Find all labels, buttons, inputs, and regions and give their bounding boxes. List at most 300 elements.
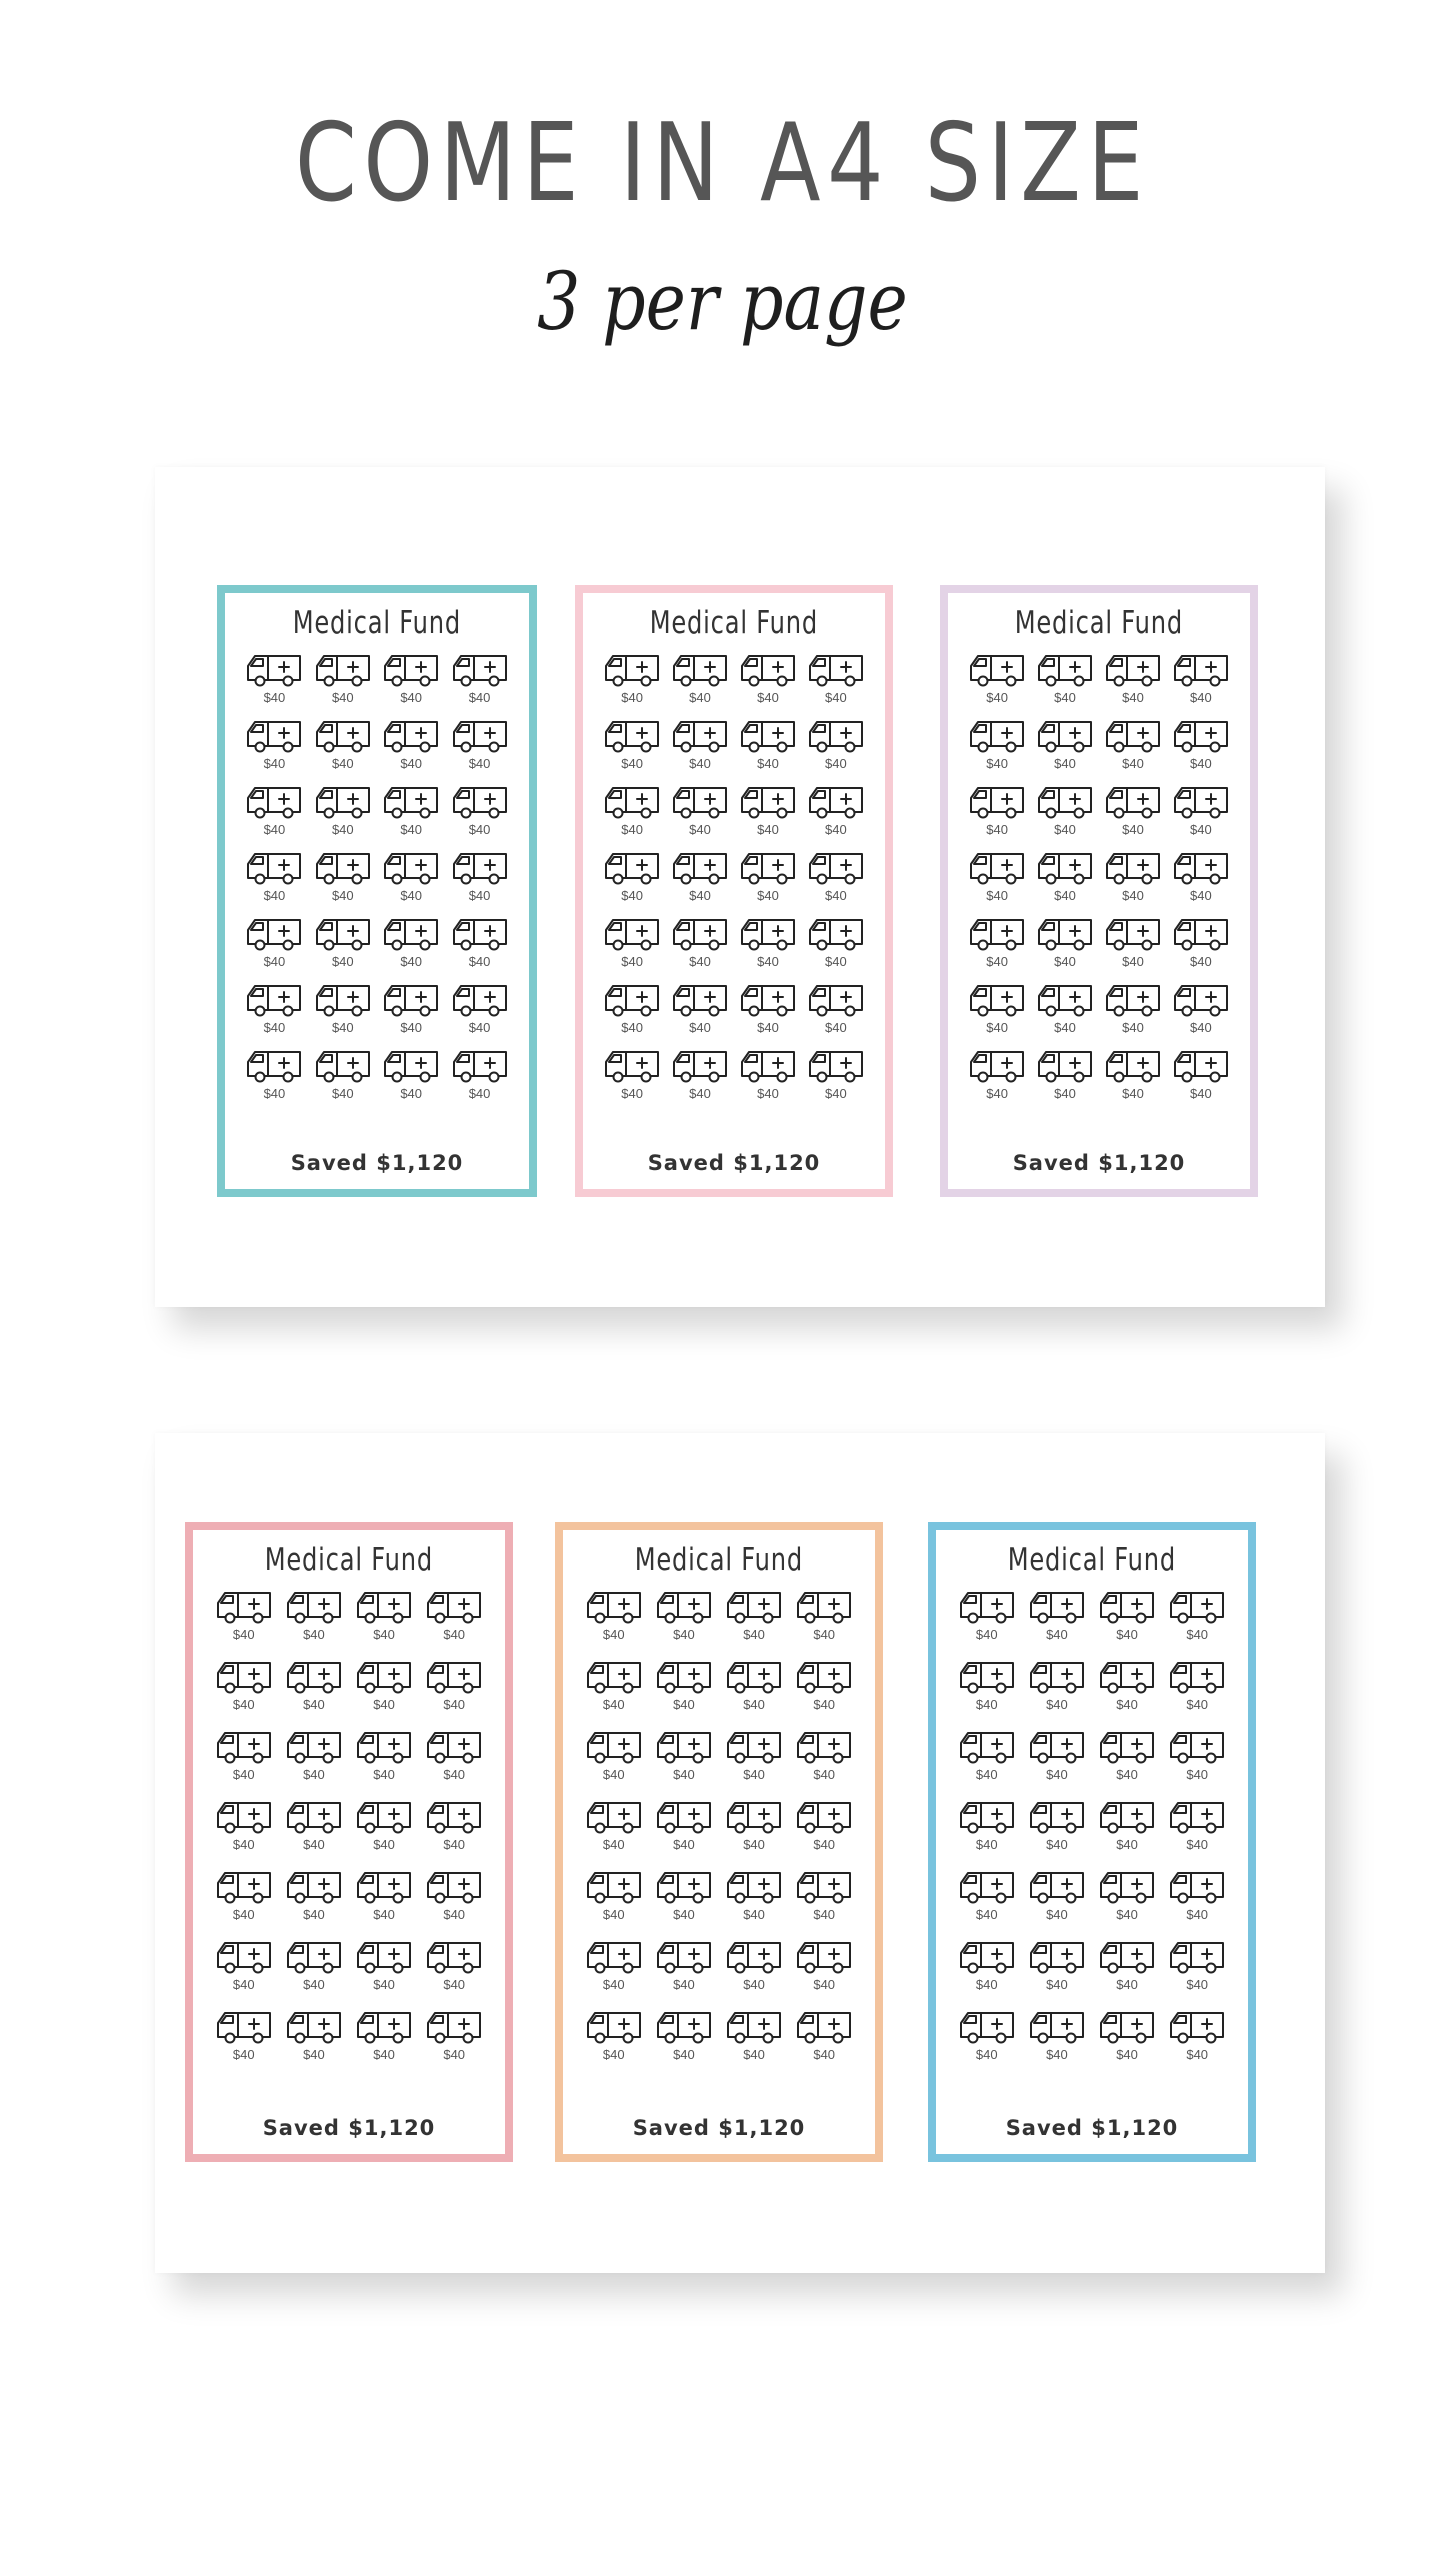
savings-slot[interactable] — [422, 1657, 486, 1727]
slot-amount: $40 — [331, 954, 354, 970]
slot-amount: $40 — [621, 954, 643, 970]
savings-slot[interactable] — [669, 914, 731, 980]
savings-slot[interactable] — [955, 1797, 1019, 1867]
savings-slot[interactable] — [1095, 1797, 1159, 1867]
savings-slot[interactable] — [737, 980, 799, 1046]
slot-amount: $40 — [975, 1697, 998, 1713]
savings-slot[interactable] — [669, 716, 731, 782]
slot-amount: $40 — [331, 756, 354, 772]
savings-slot[interactable] — [955, 1937, 1019, 2007]
savings-slot[interactable] — [582, 1867, 646, 1937]
savings-slot[interactable] — [282, 1937, 346, 2007]
slot-amount: $40 — [673, 1977, 695, 1993]
savings-slot[interactable] — [212, 1867, 276, 1937]
savings-slot[interactable] — [722, 1727, 786, 1797]
slot-amount: $40 — [813, 1697, 836, 1713]
slot-amount: $40 — [232, 1907, 255, 1923]
savings-slot[interactable] — [282, 1657, 346, 1727]
savings-slot[interactable] — [955, 1587, 1019, 1657]
saved-total: Saved $1,120 — [1005, 2116, 1179, 2140]
ambulance-icon — [1036, 980, 1094, 1018]
savings-slot[interactable] — [966, 650, 1028, 716]
savings-slot[interactable] — [243, 650, 305, 716]
savings-slot[interactable] — [352, 1867, 416, 1937]
savings-slot[interactable] — [1102, 716, 1164, 782]
savings-slot[interactable] — [448, 716, 510, 782]
savings-slot[interactable] — [1034, 650, 1096, 716]
savings-slot[interactable] — [792, 1587, 856, 1657]
ambulance-icon — [795, 1937, 853, 1975]
savings-slot[interactable] — [352, 1797, 416, 1867]
savings-slot[interactable] — [792, 1867, 856, 1937]
savings-slot[interactable] — [448, 914, 510, 980]
savings-slot[interactable] — [312, 848, 374, 914]
savings-slot[interactable] — [1095, 1867, 1159, 1937]
slot-amount: $40 — [263, 1086, 286, 1102]
savings-slot[interactable] — [722, 2007, 786, 2077]
ambulance-icon — [807, 716, 865, 754]
slot-amount: $40 — [621, 1020, 643, 1036]
ambulance-icon — [1104, 980, 1162, 1018]
savings-slot[interactable] — [352, 1587, 416, 1657]
ambulance-icon — [958, 1867, 1016, 1905]
savings-slot[interactable] — [212, 1937, 276, 2007]
savings-slot[interactable] — [212, 1797, 276, 1867]
ambulance-icon — [314, 980, 372, 1018]
slot-amount: $40 — [263, 954, 286, 970]
savings-slot[interactable] — [243, 980, 305, 1046]
savings-slot[interactable] — [380, 716, 442, 782]
savings-slot[interactable] — [1025, 1937, 1089, 2007]
savings-slot[interactable] — [737, 716, 799, 782]
ambulance-icon — [1172, 848, 1230, 886]
savings-slot[interactable] — [955, 1657, 1019, 1727]
slot-amount: $40 — [757, 1020, 779, 1036]
savings-slot[interactable] — [352, 1657, 416, 1727]
slot-amount: $40 — [232, 1837, 255, 1853]
savings-slot[interactable] — [582, 1657, 646, 1727]
slot-amount: $40 — [1054, 756, 1076, 772]
slot-amount: $40 — [757, 690, 779, 706]
slot-amount: $40 — [468, 888, 491, 904]
ambulance-icon — [795, 1867, 853, 1905]
savings-slot[interactable] — [792, 1797, 856, 1867]
ambulance-icon — [807, 782, 865, 820]
savings-slot[interactable] — [1170, 782, 1232, 848]
ambulance-icon — [958, 1727, 1016, 1765]
savings-slot[interactable] — [380, 782, 442, 848]
slot-amount: $40 — [331, 1086, 354, 1102]
slot-amount: $40 — [743, 2047, 765, 2063]
slot-amount: $40 — [813, 1977, 836, 1993]
savings-slot[interactable] — [1095, 2007, 1159, 2077]
slot-amount: $40 — [400, 888, 423, 904]
savings-slot[interactable] — [352, 2007, 416, 2077]
slot-amount: $40 — [468, 954, 491, 970]
savings-slot[interactable] — [1170, 1046, 1232, 1112]
ambulance-icon — [245, 914, 303, 952]
savings-slot[interactable] — [422, 1587, 486, 1657]
savings-slot[interactable] — [448, 650, 510, 716]
card-title: Medical Fund — [634, 1542, 804, 1578]
savings-slot[interactable] — [955, 1727, 1019, 1797]
savings-slot[interactable] — [422, 1797, 486, 1867]
ambulance-icon — [1104, 716, 1162, 754]
slot-amount: $40 — [825, 756, 847, 772]
savings-slot[interactable] — [1095, 1937, 1159, 2007]
savings-slot[interactable] — [380, 1046, 442, 1112]
savings-grid — [243, 650, 511, 1112]
savings-slot[interactable] — [1025, 2007, 1089, 2077]
savings-slot[interactable] — [669, 980, 731, 1046]
slot-amount: $40 — [689, 954, 711, 970]
savings-slot[interactable] — [243, 782, 305, 848]
slot-amount: $40 — [1190, 888, 1212, 904]
ambulance-icon — [807, 980, 865, 1018]
slot-amount: $40 — [232, 2047, 255, 2063]
slot-amount: $40 — [602, 2047, 625, 2063]
slot-amount: $40 — [986, 1086, 1008, 1102]
ambulance-icon — [285, 1937, 343, 1975]
savings-slot[interactable] — [805, 914, 867, 980]
savings-slot[interactable] — [966, 782, 1028, 848]
savings-slot[interactable] — [1170, 716, 1232, 782]
savings-slot[interactable] — [448, 980, 510, 1046]
savings-slot[interactable] — [1034, 1046, 1096, 1112]
ambulance-icon — [382, 650, 440, 688]
savings-slot[interactable] — [1102, 650, 1164, 716]
ambulance-icon — [1168, 1587, 1226, 1625]
savings-slot[interactable] — [1095, 1657, 1159, 1727]
savings-slot[interactable] — [243, 914, 305, 980]
savings-slot[interactable] — [282, 1867, 346, 1937]
ambulance-icon — [739, 1046, 797, 1084]
slot-amount: $40 — [1190, 690, 1212, 706]
ambulance-icon — [603, 650, 661, 688]
savings-slot[interactable] — [1170, 848, 1232, 914]
savings-slot[interactable] — [966, 716, 1028, 782]
savings-slot[interactable] — [722, 1867, 786, 1937]
savings-slot[interactable] — [422, 1867, 486, 1937]
ambulance-icon — [425, 1657, 483, 1695]
savings-slot[interactable] — [1025, 1867, 1089, 1937]
savings-slot[interactable] — [312, 716, 374, 782]
savings-slot[interactable] — [805, 1046, 867, 1112]
slot-amount: $40 — [232, 1627, 255, 1643]
savings-slot[interactable] — [601, 650, 663, 716]
savings-slot[interactable] — [652, 1587, 716, 1657]
ambulance-icon — [1028, 1937, 1086, 1975]
ambulance-icon — [451, 1046, 509, 1084]
savings-slot[interactable] — [1095, 1587, 1159, 1657]
savings-slot[interactable] — [243, 1046, 305, 1112]
ambulance-icon — [314, 716, 372, 754]
savings-slot[interactable] — [1102, 782, 1164, 848]
challenge-card — [185, 1522, 513, 2162]
savings-slot[interactable] — [1034, 782, 1096, 848]
savings-slot[interactable] — [805, 980, 867, 1046]
savings-slot[interactable] — [966, 848, 1028, 914]
slot-amount: $40 — [468, 756, 491, 772]
slot-amount: $40 — [373, 1907, 395, 1923]
slot-amount: $40 — [602, 1977, 625, 1993]
savings-slot[interactable] — [1025, 1727, 1089, 1797]
savings-slot[interactable] — [1102, 848, 1164, 914]
savings-slot[interactable] — [380, 980, 442, 1046]
slot-amount: $40 — [303, 1837, 325, 1853]
savings-slot[interactable] — [805, 650, 867, 716]
savings-slot[interactable] — [448, 1046, 510, 1112]
savings-slot[interactable] — [652, 1657, 716, 1727]
savings-slot[interactable] — [1165, 1867, 1229, 1937]
savings-slot[interactable] — [792, 2007, 856, 2077]
slot-amount: $40 — [602, 1767, 625, 1783]
ambulance-icon — [671, 650, 729, 688]
savings-slot[interactable] — [243, 848, 305, 914]
savings-slot[interactable] — [601, 980, 663, 1046]
slot-amount: $40 — [813, 1767, 836, 1783]
savings-slot[interactable] — [212, 1727, 276, 1797]
slot-amount: $40 — [1116, 2047, 1138, 2063]
savings-slot[interactable] — [1165, 1727, 1229, 1797]
savings-slot[interactable] — [652, 1937, 716, 2007]
savings-slot[interactable] — [737, 782, 799, 848]
slot-amount: $40 — [1122, 1086, 1144, 1102]
slot-amount: $40 — [986, 888, 1008, 904]
savings-slot[interactable] — [1102, 1046, 1164, 1112]
slot-amount: $40 — [1046, 1767, 1068, 1783]
savings-slot[interactable] — [722, 1657, 786, 1727]
savings-slot[interactable] — [737, 848, 799, 914]
slot-amount: $40 — [743, 1977, 765, 1993]
savings-slot[interactable] — [955, 1867, 1019, 1937]
savings-slot[interactable] — [380, 650, 442, 716]
ambulance-icon — [355, 2007, 413, 2045]
savings-slot[interactable] — [792, 1937, 856, 2007]
saved-total: Saved $1,120 — [647, 1151, 821, 1175]
savings-slot[interactable] — [1165, 2007, 1229, 2077]
slot-amount: $40 — [443, 1837, 466, 1853]
savings-slot[interactable] — [722, 1937, 786, 2007]
savings-slot[interactable] — [582, 1727, 646, 1797]
slot-amount: $40 — [813, 1907, 836, 1923]
ambulance-icon — [245, 848, 303, 886]
ambulance-icon — [1098, 1727, 1156, 1765]
savings-slot[interactable] — [243, 716, 305, 782]
savings-slot[interactable] — [652, 1727, 716, 1797]
challenge-card — [555, 1522, 883, 2162]
slot-amount: $40 — [975, 1977, 998, 1993]
slot-amount: $40 — [1186, 2047, 1209, 2063]
slot-amount: $40 — [1186, 1977, 1209, 1993]
savings-slot[interactable] — [380, 848, 442, 914]
savings-slot[interactable] — [737, 650, 799, 716]
savings-slot[interactable] — [1034, 848, 1096, 914]
slot-amount: $40 — [303, 1627, 325, 1643]
savings-slot[interactable] — [582, 1937, 646, 2007]
ambulance-icon — [355, 1867, 413, 1905]
savings-slot[interactable] — [1102, 980, 1164, 1046]
savings-slot[interactable] — [669, 650, 731, 716]
ambulance-icon — [671, 716, 729, 754]
ambulance-icon — [603, 980, 661, 1018]
savings-slot[interactable] — [448, 848, 510, 914]
slot-amount: $40 — [602, 1697, 625, 1713]
savings-slot[interactable] — [212, 2007, 276, 2077]
ambulance-icon — [655, 1587, 713, 1625]
ambulance-icon — [1028, 1657, 1086, 1695]
savings-slot[interactable] — [1102, 914, 1164, 980]
savings-slot[interactable] — [282, 1587, 346, 1657]
card-title: Medical Fund — [1014, 605, 1184, 641]
savings-slot[interactable] — [601, 1046, 663, 1112]
ambulance-icon — [355, 1797, 413, 1835]
savings-slot[interactable] — [1025, 1657, 1089, 1727]
savings-slot[interactable] — [669, 848, 731, 914]
ambulance-icon — [585, 1937, 643, 1975]
ambulance-icon — [968, 848, 1026, 886]
slot-amount: $40 — [1054, 1086, 1076, 1102]
savings-slot[interactable] — [805, 782, 867, 848]
slot-amount: $40 — [1186, 1837, 1209, 1853]
savings-slot[interactable] — [601, 782, 663, 848]
slot-amount: $40 — [468, 1086, 491, 1102]
slot-amount: $40 — [331, 690, 354, 706]
slot-amount: $40 — [825, 1086, 847, 1102]
savings-slot[interactable] — [955, 2007, 1019, 2077]
savings-slot[interactable] — [282, 1727, 346, 1797]
slot-amount: $40 — [621, 822, 643, 838]
slot-amount: $40 — [1116, 1767, 1138, 1783]
savings-slot[interactable] — [722, 1587, 786, 1657]
ambulance-icon — [1104, 650, 1162, 688]
savings-grid — [212, 1587, 487, 2077]
ambulance-icon — [958, 2007, 1016, 2045]
savings-slot[interactable] — [448, 782, 510, 848]
savings-slot[interactable] — [792, 1727, 856, 1797]
slot-amount: $40 — [673, 1837, 695, 1853]
savings-slot[interactable] — [1025, 1797, 1089, 1867]
savings-slot[interactable] — [1165, 1937, 1229, 2007]
savings-slot[interactable] — [737, 914, 799, 980]
savings-slot[interactable] — [380, 914, 442, 980]
savings-slot[interactable] — [312, 782, 374, 848]
sheet-2 — [155, 1433, 1325, 2273]
savings-slot[interactable] — [1034, 914, 1096, 980]
savings-slot[interactable] — [312, 980, 374, 1046]
slot-amount: $40 — [743, 1627, 765, 1643]
savings-slot[interactable] — [1165, 1657, 1229, 1727]
savings-slot[interactable] — [805, 716, 867, 782]
slot-amount: $40 — [1186, 1907, 1209, 1923]
savings-slot[interactable] — [805, 848, 867, 914]
savings-slot[interactable] — [1095, 1727, 1159, 1797]
page-title: COME IN A4 SIZE — [294, 101, 1151, 226]
slot-amount: $40 — [743, 1907, 765, 1923]
ambulance-icon — [314, 914, 372, 952]
savings-slot[interactable] — [282, 2007, 346, 2077]
savings-slot[interactable] — [792, 1657, 856, 1727]
savings-slot[interactable] — [582, 1587, 646, 1657]
ambulance-icon — [1098, 1867, 1156, 1905]
slot-amount: $40 — [743, 1767, 765, 1783]
slot-amount: $40 — [1046, 2047, 1068, 2063]
savings-slot[interactable] — [601, 914, 663, 980]
slot-amount: $40 — [443, 1767, 466, 1783]
savings-slot[interactable] — [1025, 1587, 1089, 1657]
savings-slot[interactable] — [352, 1937, 416, 2007]
savings-slot[interactable] — [652, 1867, 716, 1937]
savings-slot[interactable] — [601, 716, 663, 782]
slot-amount: $40 — [813, 2047, 836, 2063]
savings-slot[interactable] — [669, 782, 731, 848]
savings-slot[interactable] — [352, 1727, 416, 1797]
ambulance-icon — [1172, 650, 1230, 688]
slot-amount: $40 — [673, 2047, 695, 2063]
savings-slot[interactable] — [1165, 1587, 1229, 1657]
savings-slot[interactable] — [212, 1587, 276, 1657]
ambulance-icon — [1098, 1937, 1156, 1975]
savings-slot[interactable] — [582, 2007, 646, 2077]
ambulance-icon — [215, 2007, 273, 2045]
savings-slot[interactable] — [1165, 1797, 1229, 1867]
savings-slot[interactable] — [966, 1046, 1028, 1112]
savings-slot[interactable] — [312, 650, 374, 716]
slot-amount: $40 — [1116, 1627, 1138, 1643]
ambulance-icon — [382, 716, 440, 754]
savings-slot[interactable] — [601, 848, 663, 914]
savings-slot[interactable] — [966, 980, 1028, 1046]
saved-total: Saved $1,120 — [262, 2116, 436, 2140]
ambulance-icon — [1036, 1046, 1094, 1084]
savings-slot[interactable] — [652, 1797, 716, 1867]
ambulance-icon — [725, 1587, 783, 1625]
ambulance-icon — [671, 914, 729, 952]
savings-slot[interactable] — [422, 2007, 486, 2077]
slot-amount: $40 — [689, 1020, 711, 1036]
savings-slot[interactable] — [582, 1797, 646, 1867]
savings-slot[interactable] — [282, 1797, 346, 1867]
slot-amount: $40 — [673, 1767, 695, 1783]
ambulance-icon — [1172, 716, 1230, 754]
savings-slot[interactable] — [966, 914, 1028, 980]
savings-slot[interactable] — [1170, 650, 1232, 716]
savings-slot[interactable] — [1034, 716, 1096, 782]
savings-slot[interactable] — [312, 914, 374, 980]
slot-amount: $40 — [331, 1020, 354, 1036]
savings-slot[interactable] — [422, 1937, 486, 2007]
savings-slot[interactable] — [737, 1046, 799, 1112]
savings-slot[interactable] — [1170, 980, 1232, 1046]
savings-slot[interactable] — [212, 1657, 276, 1727]
savings-slot[interactable] — [722, 1797, 786, 1867]
ambulance-icon — [807, 650, 865, 688]
slot-amount: $40 — [468, 690, 491, 706]
slot-amount: $40 — [331, 822, 354, 838]
ambulance-icon — [968, 914, 1026, 952]
savings-slot[interactable] — [422, 1727, 486, 1797]
savings-slot[interactable] — [1034, 980, 1096, 1046]
ambulance-icon — [739, 716, 797, 754]
savings-slot[interactable] — [1170, 914, 1232, 980]
slot-amount: $40 — [1122, 954, 1144, 970]
ambulance-icon — [1168, 1657, 1226, 1695]
slot-amount: $40 — [621, 756, 643, 772]
slot-amount: $40 — [303, 1907, 325, 1923]
savings-slot[interactable] — [652, 2007, 716, 2077]
savings-slot[interactable] — [312, 1046, 374, 1112]
savings-slot[interactable] — [669, 1046, 731, 1112]
